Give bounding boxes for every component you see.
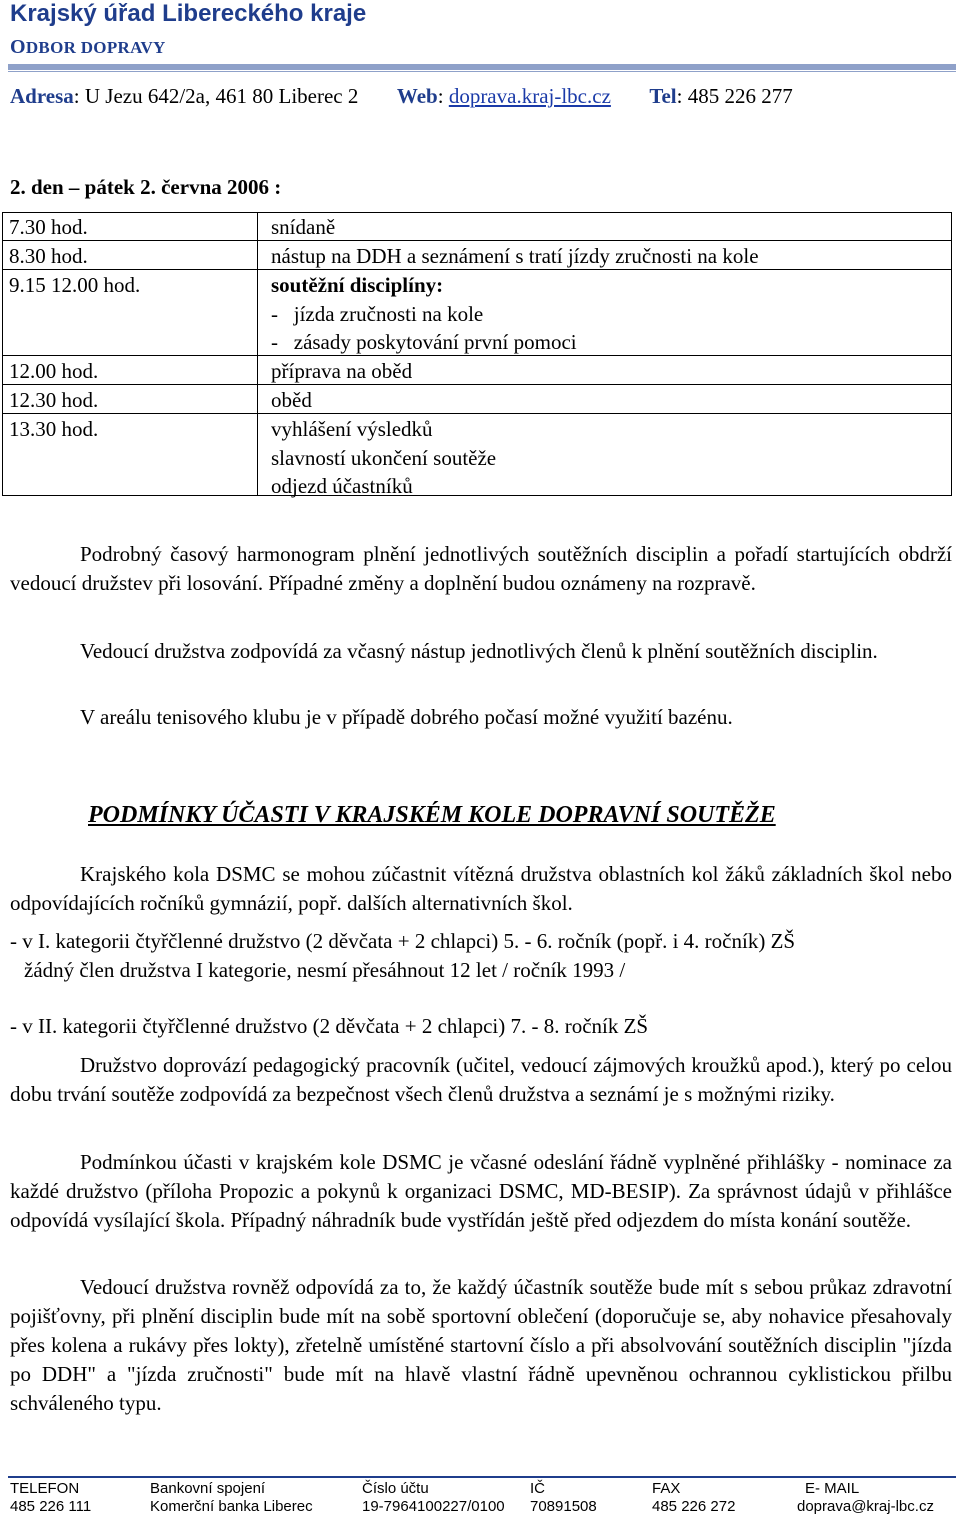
schedule-activity: příprava na oběd: [271, 359, 413, 383]
paragraph-supervisor: Družstvo doprovází pedagogický pracovník (učitel, vedoucí zájmových kroužků apod.), který po celou dobu trvání soutěže zodpovídá za bezpečnost všech členů družstva a seznámí je s možnými riziky.: [10, 1053, 952, 1106]
schedule-activity: nástup na DDH a seznámení s tratí jízdy zručnosti na kole: [271, 244, 759, 268]
schedule-time: 12.00 hod.: [9, 359, 99, 383]
paragraph-eligibility: Krajského kola DSMC se mohou zúčastnit vítězná družstva oblastních kol žáků základních škol nebo odpovídajících ročníků gymnázií, popř. dalších alternativních škol.: [10, 862, 952, 915]
row-divider: [3, 269, 951, 270]
footer-ico: 70891508: [530, 1498, 597, 1515]
footer-phone: 485 226 111: [10, 1498, 92, 1515]
web-sep: :: [437, 84, 449, 108]
footer-fax: 485 226 272: [652, 1498, 736, 1515]
day-heading: 2. den – pátek 2. června 2006 :: [10, 175, 282, 199]
category-one: - v I. kategorii čtyřčlenné družstvo (2 děvčata + 2 chlapci) 5. - 6. ročník (popř. i 4. ročník) ZŠ: [10, 929, 796, 953]
paragraph-harmonogram: Podrobný časový harmonogram plnění jednotlivých soutěžních disciplin a pořadí startujících obdrží vedoucí družstev při losování. Případné změny a doplnění budou oznámeny na rozpravě.: [10, 542, 952, 595]
footer-email[interactable]: doprava@kraj-lbc.cz: [797, 1498, 934, 1515]
footer-label-account: Číslo účtu: [362, 1480, 429, 1497]
row-divider: [3, 240, 951, 241]
category-one-note: žádný člen družstva I kategorie, nesmí přesáhnout 12 let / ročník 1993 /: [24, 958, 626, 982]
schedule-activity: vyhlášení výsledků: [271, 417, 433, 441]
schedule-time: 13.30 hod.: [9, 417, 99, 441]
organization-name: Krajský úřad Libereckého kraje: [10, 0, 367, 27]
footer-bank: Komerční banka Liberec: [150, 1498, 313, 1515]
schedule-sub-item: slavností ukončení soutěže: [271, 446, 497, 470]
header-rule-thin: [8, 71, 956, 72]
footer-label-ico: IČ: [530, 1480, 545, 1497]
footer-account: 19-7964100227/0100: [362, 1498, 505, 1515]
schedule-activity: soutěžní disciplíny:: [271, 273, 444, 297]
contact-line: [10, 84, 793, 109]
department-initial: O: [10, 36, 26, 58]
footer-label-email: E- MAIL: [805, 1480, 860, 1497]
row-divider: [3, 355, 951, 356]
footer-label-fax: FAX: [652, 1480, 681, 1497]
footer-label-bank: Bankovní spojení: [150, 1480, 266, 1497]
schedule-sub-item: - zásady poskytování první pomoci: [271, 330, 577, 354]
schedule-sub-item: - jízda zručnosti na kole: [271, 302, 484, 326]
schedule-time: 8.30 hod.: [9, 244, 88, 268]
paragraph-nastup: Vedoucí družstva zodpovídá za včasný nástup jednotlivých členů k plnění soutěžních disciplin.: [80, 639, 878, 663]
address-label: Adresa: [10, 84, 74, 108]
schedule-sub-item: odjezd účastníků: [271, 474, 413, 498]
paragraph-equipment: Vedoucí družstva rovněž odpovídá za to, že každý účastník soutěže bude mít s sebou průkaz zdravotní pojišťovny, při plnění disciplin bude mít na sobě sportovní oblečení (doporučuje se, aby nohavice přesahovaly přes kolena a rukávy přes lokty), zřetelně umístěné startovní číslo a při absolvování soutěžních disciplin "jízda po DDH" a "jízda zručnosti" bude mít na hlavě vlastní řádně upevněnou ochrannou cyklistickou přilbu schváleného typu.: [10, 1275, 952, 1415]
conditions-heading: PODMÍNKY ÚČASTI V KRAJSKÉM KOLE DOPRAVNÍ SOUTĚŽE: [88, 802, 776, 828]
row-divider: [3, 384, 951, 385]
schedule-time: 7.30 hod.: [9, 215, 88, 239]
footer-rule: [8, 1476, 956, 1478]
schedule-table: [2, 212, 952, 496]
schedule-activity: snídaně: [271, 215, 336, 239]
paragraph-application: Podmínkou účasti v krajském kole DSMC je včasné odeslání řádně vyplněné přihlášky - nominace za každé družstvo (příloha Propozic a pokynů k organizaci DSMC, MD-BESIP). Za správnost údajů v přihlášce odpovídá vysílající škola. Případný náhradník bude vystřídán ještě před odjezdem do místa konání soutěže.: [10, 1150, 952, 1232]
address-value: : U Jezu 642/2a, 461 80 Liberec 2: [73, 84, 359, 108]
department-name: [10, 36, 166, 59]
web-label: Web: [396, 84, 438, 108]
paragraph-bazen: V areálu tenisového klubu je v případě dobrého počasí možné využití bazénu.: [80, 705, 733, 729]
schedule-time: 12.30 hod.: [9, 388, 99, 412]
schedule-activity: oběd: [271, 388, 312, 412]
row-divider: [3, 413, 951, 414]
footer-label-phone: TELEFON: [10, 1480, 80, 1497]
header-rule: [8, 64, 956, 70]
web-link[interactable]: doprava.kraj-lbc.cz: [448, 84, 611, 108]
column-divider: [257, 213, 258, 495]
department-rest: DBOR DOPRAVY: [25, 38, 166, 57]
tel-label: Tel: [649, 84, 677, 108]
schedule-time: 9.15 12.00 hod.: [9, 273, 141, 297]
tel-value: : 485 226 277: [676, 84, 793, 108]
category-two: - v II. kategorii čtyřčlenné družstvo (2 děvčata + 2 chlapci) 7. - 8. ročník ZŠ: [10, 1014, 649, 1038]
